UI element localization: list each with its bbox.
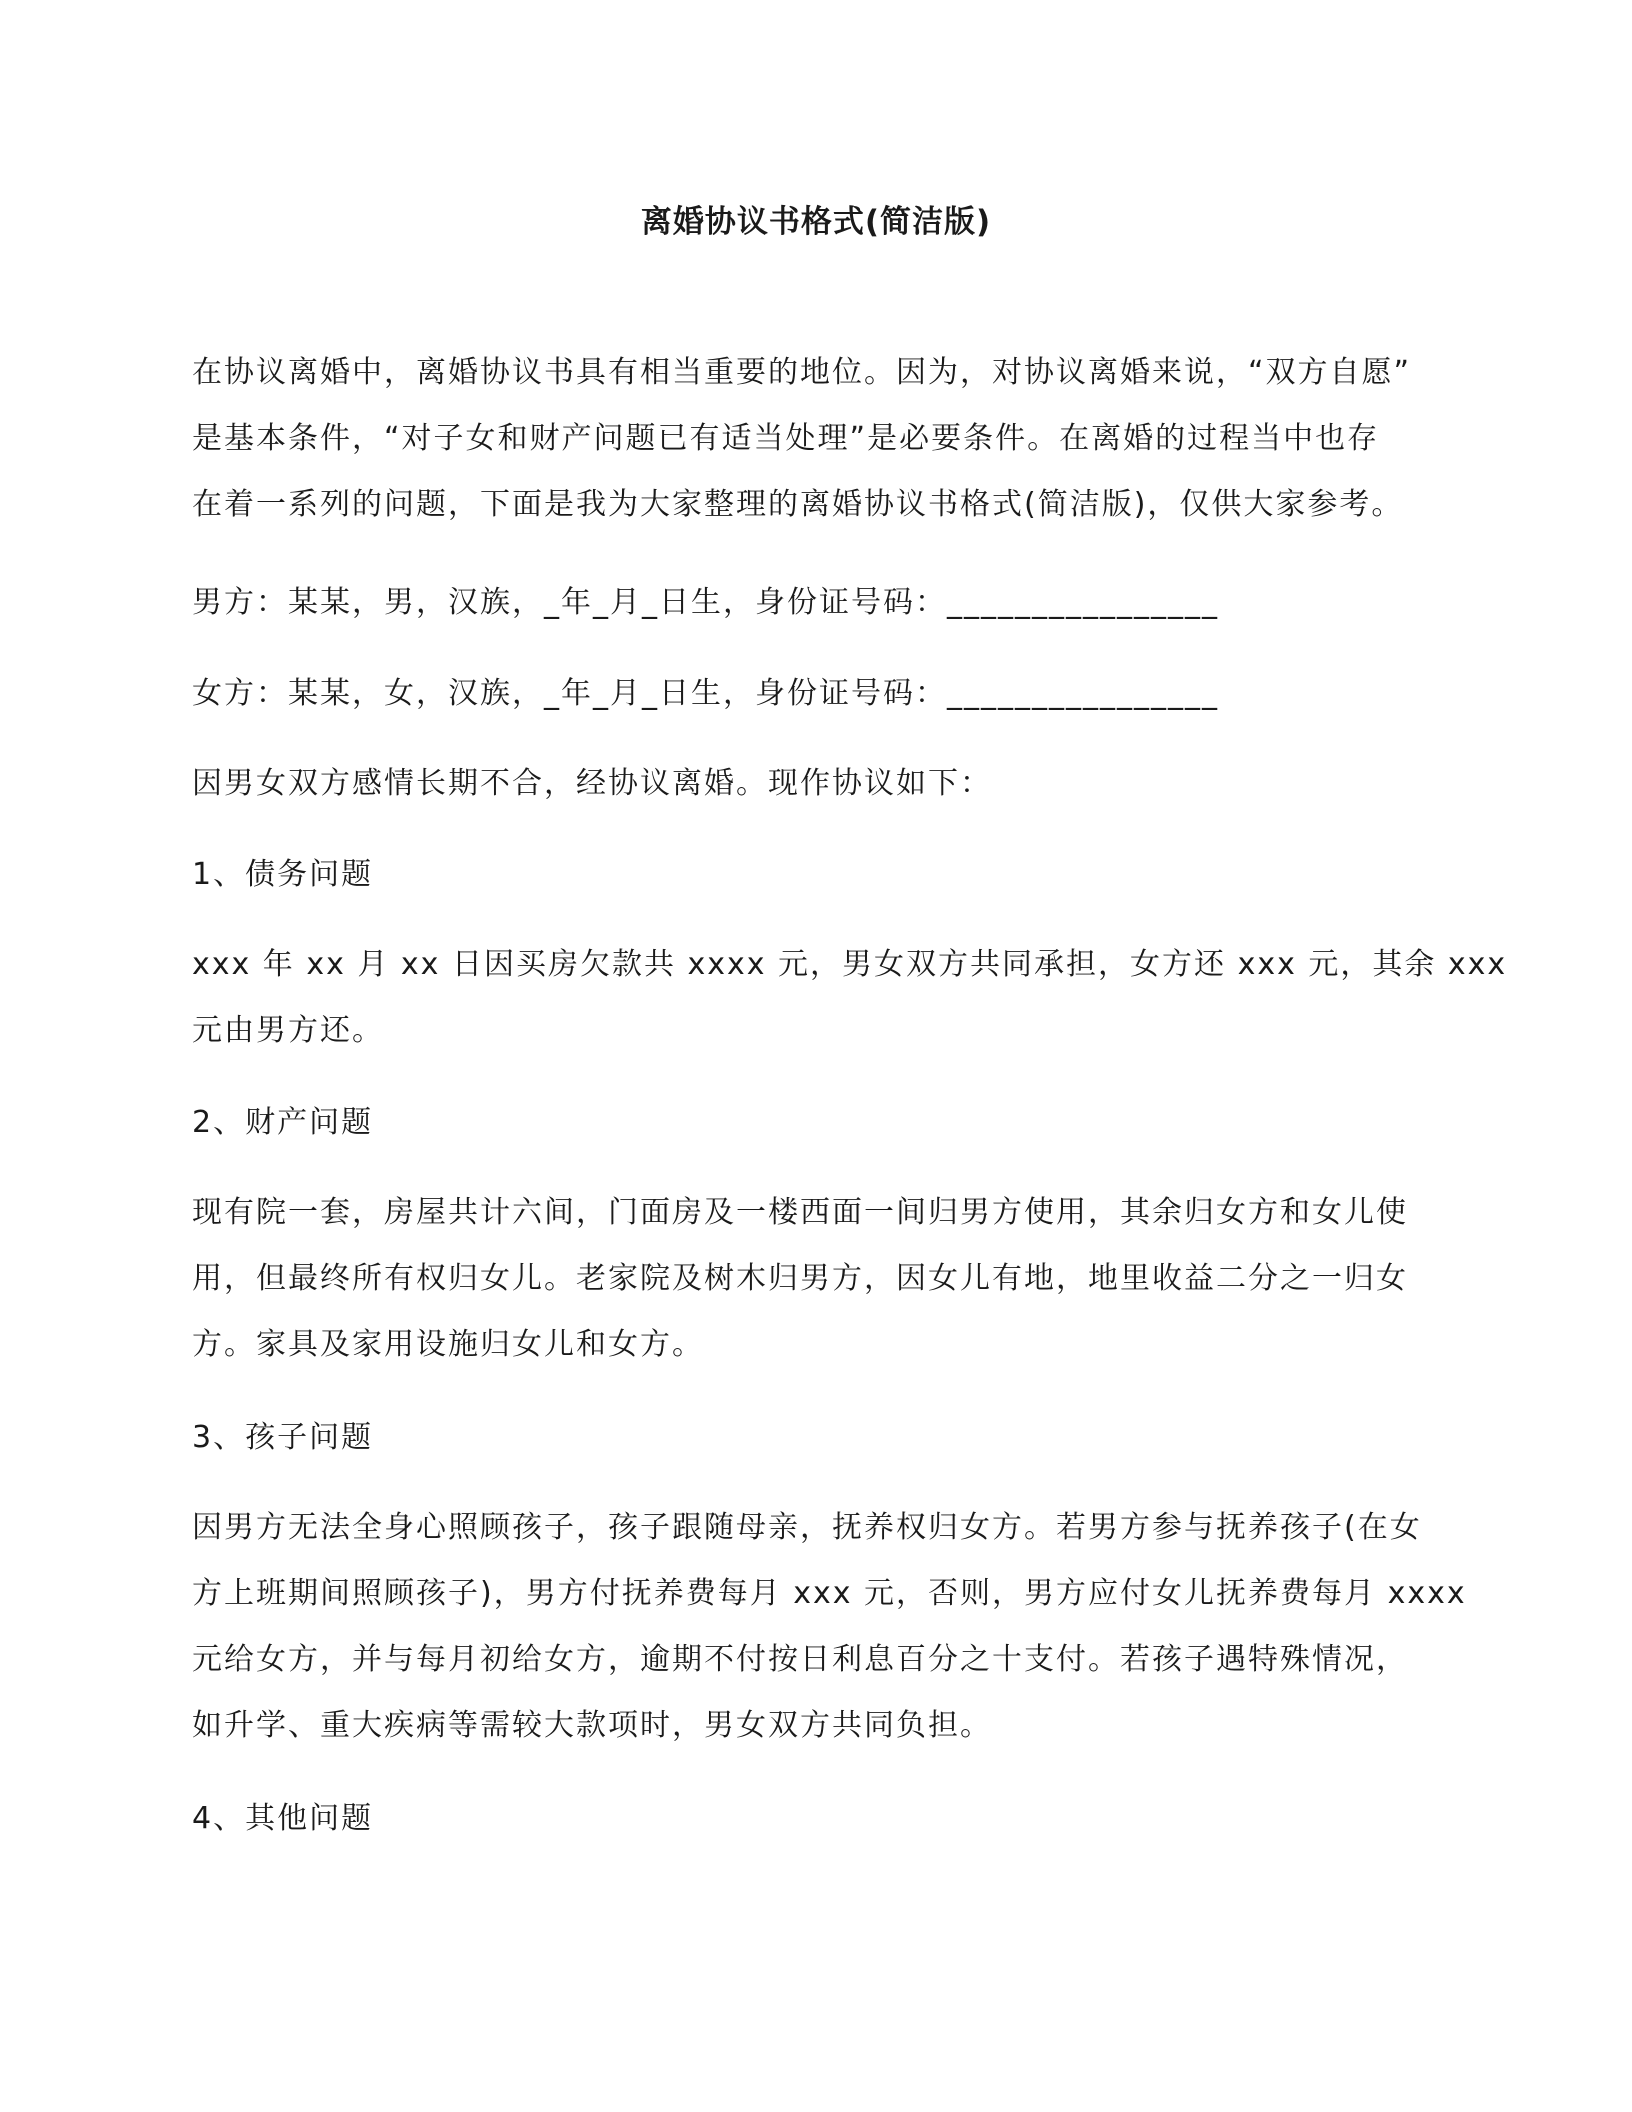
intro-line: 是基本条件，“对子女和财产问题已有适当处理”是必要条件。在离婚的过程当中也存 bbox=[192, 421, 1380, 456]
intro-line: 在协议离婚中，离婚协议书具有相当重要的地位。因为，对协议离婚来说，“双方自愿” bbox=[192, 355, 1412, 390]
section-line: 现有院一套，房屋共计六间，门面房及一楼西面一间归男方使用，其余归女方和女儿使 bbox=[192, 1195, 1408, 1230]
section-line: 用，但最终所有权归女儿。老家院及树木归男方，因女儿有地，地里收益二分之一归女 bbox=[192, 1261, 1408, 1296]
female-party-line: 女方：某某，女，汉族，_年_月_日生，身份证号码：________________ bbox=[192, 676, 1219, 711]
section-body-children bbox=[192, 1495, 1467, 1759]
intro-paragraph bbox=[192, 340, 1442, 538]
section-body-debt bbox=[192, 932, 1508, 1064]
male-party-line: 男方：某某，男，汉族，_年_月_日生，身份证号码：________________ bbox=[192, 585, 1219, 620]
section-heading-debt: 1、债务问题 bbox=[192, 857, 374, 892]
section-line: 如升学、重大疾病等需较大款项时，男女双方共同负担。 bbox=[192, 1708, 992, 1743]
section-line: 方上班期间照顾孩子)，男方付抚养费每月 xxx 元，否则，男方应付女儿抚养费每月 xxxx bbox=[192, 1576, 1467, 1611]
section-heading-children: 3、孩子问题 bbox=[192, 1420, 374, 1455]
section-heading-property: 2、财产问题 bbox=[192, 1105, 374, 1140]
section-line: 因男方无法全身心照顾孩子，孩子跟随母亲，抚养权归女方。若男方参与抚养孩子(在女 bbox=[192, 1510, 1422, 1545]
intro-line: 在着一系列的问题，下面是我为大家整理的离婚协议书格式(简洁版)，仅供大家参考。 bbox=[192, 487, 1404, 522]
section-line: 方。家具及家用设施归女儿和女方。 bbox=[192, 1327, 704, 1362]
section-line: 元由男方还。 bbox=[192, 1013, 384, 1048]
agreement-intro: 因男女双方感情长期不合，经协议离婚。现作协议如下： bbox=[192, 766, 992, 801]
section-line: 元给女方，并与每月初给女方，逾期不付按日利息百分之十支付。若孩子遇特殊情况， bbox=[192, 1642, 1408, 1677]
section-heading-other: 4、其他问题 bbox=[192, 1801, 374, 1836]
section-body-property bbox=[192, 1180, 1442, 1378]
document-title: 离婚协议书格式(简洁版) bbox=[640, 204, 992, 240]
section-line: xxx 年 xx 月 xx 日因买房欠款共 xxxx 元，男女双方共同承担，女方还 xxx 元，其余 xxx bbox=[192, 947, 1508, 982]
